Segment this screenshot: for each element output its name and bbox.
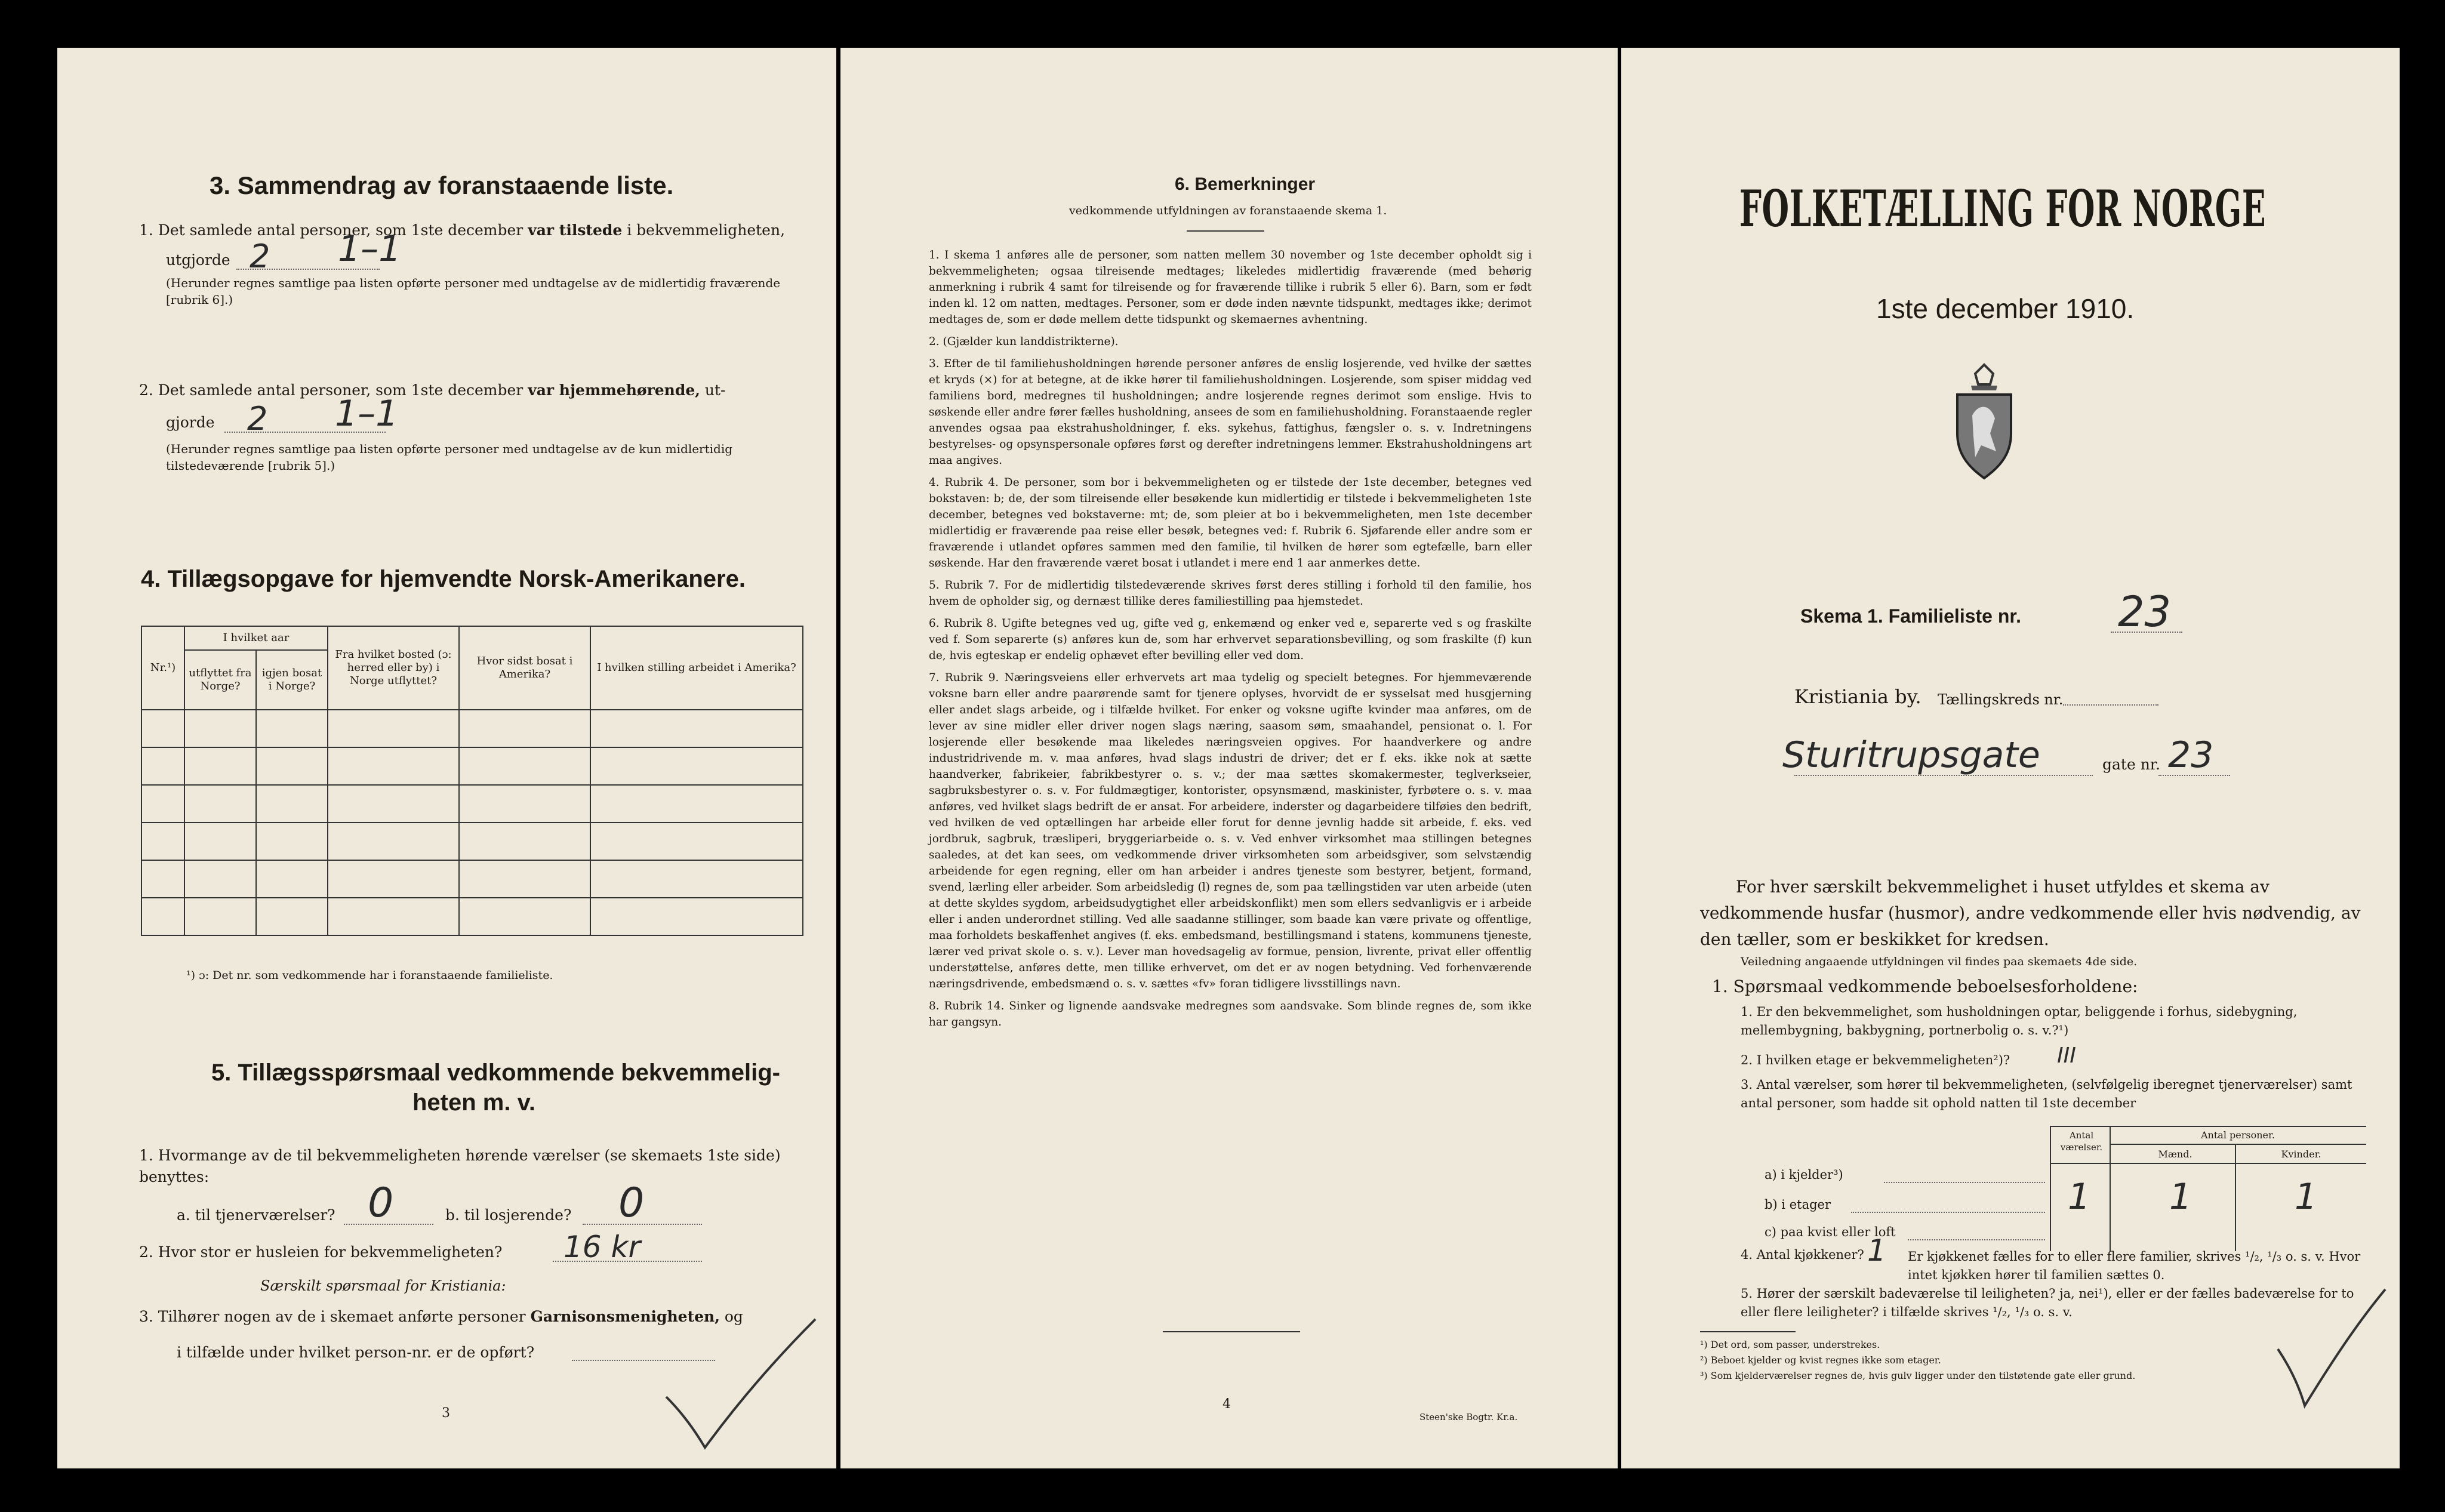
s3-question-2: 2. Det samlede antal personer, som 1ste december var hjemmehørende, ut- [139,381,726,399]
remarks-title: 6. Bemerkninger [1175,174,1316,194]
footnote-2: ²) Beboet kjelder og kvist regnes ikke som etager. [1700,1354,1941,1366]
district-label: Tællingskreds nr. [1938,691,2064,708]
remark-item-4: 4. Rubrik 4. De personer, som bor i bekvemmeligheten og er tilstede der 1ste december, betegnes ved bokstaven: b; de, der som tilreisende eller besøkende kun midlertidig er tilstede i bekvemmeligheten 1ste december, betegnes ved bokstaverne: mt; de, som pleier at bo i bekvemmeligheten, men 1ste december midlertidig er fraværende paa reise eller besøk, betegnes ved: f. Rubrik 6. Sjøfarende eller andre som er fraværende i utlandet opføres sammen med den familie, til hvilken de hører som egtefælle, barn eller søskende. Har den fraværende været bosat i utlandet i mere end 1 aar anmerkes dette. [929,476,1532,569]
s3-q2-label: gjorde [166,414,215,431]
street-nr-value: 23 [2168,734,2214,776]
s3-q2-extra: 1–1 [335,393,399,435]
question-4-value: 1 [1867,1233,1886,1268]
col-position: I hvilken stilling arbeidet i Amerika? [590,626,803,710]
checkmark-stroke [2272,1277,2391,1415]
remark-item-8: 8. Rubrik 14. Sinker og lignende aandsvake medregnes som aandsvake. Som blinde regnes de, som ikke har gangsyn. [929,1000,1532,1028]
question-3: 3. Antal værelser, som hører til bekvemmeligheten, (selvfølgelig iberegnet tjenerværelser) samt antal personer, som hadde sit ophold natten til 1ste december [1741,1077,2352,1110]
s5-q3-line2: i tilfælde under hvilket person-nr. er de opført? [177,1344,535,1361]
table-row [141,823,803,860]
divider [1163,1331,1300,1332]
norsk-amerikanere-table [141,626,803,936]
schema-label: Skema 1. Familieliste nr. [1800,605,2021,627]
remark-item-6: 6. Rubrik 8. Ugifte betegnes ved ug, gifte ved g, enkemænd og enker ved e, separerte ved s og fraskilte ved f. Som separerte (s) anføres kun de, som har erhvervet separationsbevilling, og som fraskilte (f) kun de, hvis egteskap er endelig ophævet efter bevilling eller ved dom. [929,617,1532,662]
col-women: Kvinder. [2281,1148,2321,1160]
main-title: FOLKETÆLLING FOR NORGE [1739,179,2267,238]
col-nr: Nr.¹) [141,626,184,710]
question-2: 2. I hvilken etage er bekvemmeligheten²)? [1741,1053,2010,1067]
footnote-3: ³) Som kjelderværelser regnes de, hvis gulv ligger under den tilstøtende gate eller grund. [1700,1370,2136,1381]
s5-q1-a-label: a. til tjenerværelser? [177,1206,335,1224]
table-row [141,898,803,935]
col-men: Mænd. [2158,1148,2193,1160]
street-value: Sturitrupsgate [1782,734,2040,776]
remarks-subtitle: vedkommende utfyldningen av foranstaaende skema 1. [1069,204,1387,217]
page-middle [840,48,1618,1468]
s3-q1-extra: 1–1 [338,228,402,270]
row-label-attic: c) paa kvist eller loft [1765,1225,1896,1239]
remarks-list [929,247,1532,1036]
question-4-note: Er kjøkkenet fælles for to eller flere familier, skrives ¹/₂, ¹/₃ o. s. v. Hvor intet kjøkken hører til familien sættes 0. [1908,1249,2361,1282]
row-attic-dotline [1908,1239,2045,1240]
printer-mark: Steen'ske Bogtr. Kr.a. [1419,1412,1518,1422]
remark-item-2: 2. (Gjælder kun landdistrikterne). [929,335,1119,348]
page-number-3: 3 [442,1406,450,1421]
section-4-title: 4. Tillægsopgave for hjemvendte Norsk-Amerikanere. [141,566,746,592]
s3-q1-note: (Herunder regnes samtlige paa listen opførte personer med undtagelse av de midlertidig fraværende [rubrik 6].) [166,276,781,307]
col-last: Hvor sidst bosat i Amerika? [459,626,590,710]
table-row [141,785,803,823]
page-number-4: 4 [1222,1397,1231,1412]
rooms-table [2050,1126,2366,1251]
s3-q1-value: 2 [250,238,270,275]
col-persons: Antal personer. [2201,1129,2275,1141]
s4-footnote: ¹) ɔ: Det nr. som vedkommende har i foranstaaende familieliste. [186,969,553,982]
question-2-value: III [2057,1043,2076,1068]
s5-q2-value: 16 kr [563,1230,641,1264]
s3-q1-label: utgjorde [166,251,230,269]
checkmark-stroke [654,1313,821,1451]
table-row [141,860,803,898]
col-rooms: Antal værelser. [2060,1130,2103,1153]
remark-item-1: 1. I skema 1 anføres alle de personer, som natten mellem 30 november og 1ste december opholdt sig i bekvemmeligheten; ogsaa tilreisende medtages; likeledes midlertidig fraværende (med behørig anmerkning i rubrik 4 samt for tilreisende og for fraværende tillike i rubrik 5 eller 6). Barn, som er født inden kl. 12 om natten, medtages. Personer, som er døde inden nævnte tidspunkt, medtages ikke; derimot medtages de, som er døde mellem dette tidspunkt og skemaernes avhentning. [929,249,1532,326]
district-dotline [2063,704,2158,706]
s5-question-3: 3. Tilhører nogen av de i skemaet anførte personer Garnisonsmenigheten, og [139,1308,743,1325]
footnote-1: ¹) Det ord, som passer, understrekes. [1700,1339,1880,1350]
question-1: 1. Er den bekvemmelighet, som husholdningen optar, beliggende i forhus, sidebygning, mellembygning, bakbygning, portnerbolig o. s. v.?¹) [1741,1005,2298,1037]
rooms-b-value: 1 [2068,1176,2091,1218]
col-returned: igjen bosat i Norge? [256,650,328,710]
s3-q2-note: (Herunder regnes samtlige paa listen opførte personer med undtagelse av de kun midlertidig tilstedeværende [rubrik 5].) [166,442,733,473]
table-row [141,747,803,785]
women-b-value: 1 [2295,1176,2318,1218]
coat-of-arms-icon [1948,362,2020,481]
s5-q1-b-value: 0 [618,1180,645,1227]
page-left [57,48,836,1468]
instructions-intro: For hver særskilt bekvemmelighet i huset utfyldes et skema av vedkommende husfar (husmor), andre vedkommende eller hvis nødvendig, av den tæller, som er beskikket for kredsen. [1700,877,2361,949]
row-label-cellar: a) i kjelder³) [1765,1168,1843,1182]
s5-special: Særskilt spørsmaal for Kristiania: [260,1277,506,1294]
remark-item-7: 7. Rubrik 9. Næringsveiens eller erhvervets art maa tydelig og specielt betegnes. For hjemmeværende voksne barn eller andre paarørende samt for tjenere oplyses, hvorvidt de er sysselsat med husgjerning eller andet slags arbeide, og i tilfælde hvilket. For enker og voksne ugifte kvinder maa anføres, om de lever av sine midler eller driver nogen slags næring, saasom søm, smaahandel, pensionat o. l. For losjerende eller besøkende maa likeledes næringsveien opgives. For haandverkere og andre industridrivende m. v. maa anføres, hvad slags industri de driver; det er f. eks. ikke nok at sætte haandverker, fabrikeier, fabrikbestyrer o. s. v.; der maa sættes skomakermester, teglverkseier, sagbruksbestyrer o. s. v. For fuldmægtiger, kontorister, opsynsmænd, maskinister, fyrbøtere o. s. v. maa anføres, ved hvilket slags bedrift de er ansat. For arbeidere, inderster og dagarbeidere tilføies den bedrift, ved hvilken de ved optællingen har arbeide eller forut for denne jevnlig hadde sit arbeide, f. eks. ved jordbruk, sagbruk, træsliperi, bryggeriarbeide o. s. v. Ved enhver virksomhet maa stillingen betegnes saaledes, at det kan sees, om vedkommende driver virksomheten som arbeidsgiver, som selvstændig arbeidende for egen regning, eller om han arbeider i andres tjeneste som bestyrer, betjent, formand, svend, lærling eller arbeider. Som arbeidsledig (l) regnes de, som paa tællingstiden var uten arbeide (uten at dette skyldes sygdom, arbeidsudygtighet eller arbeidskonflikt) men som ellers sedvanligvis er i arbeide eller i anden underordnet stilling. Ved alle saadanne stillinger, som baade kan være private og offentlige, maa forholdets beskaffenhet angives (f. eks. embedsmand, bestillingsmand i statens, kommunens tjeneste, lærer ved privat skole o. s. v.). Lever man hovedsagelig av formue, pension, livrente, privat eller offentlig understøttelse, anføres dette, men tillike erhvervet, om det er av nogen betydning. Ved forhenværende næringsdrivende, embedsmænd o. s. v. sættes «fv» foran tidligere livsstillings navn. [929,672,1532,990]
s5-question-2: 2. Hvor stor er husleien for bekvemmeligheten? [139,1243,503,1261]
remark-item-5: 5. Rubrik 7. For de midlertidig tilstedeværende skrives først deres stilling i forhold til den familie, hos hvem de opholder sig, og dernæst tillike deres familiestilling paa hjemstedet. [929,579,1532,608]
divider [1700,1331,1796,1332]
table-row [141,710,803,747]
questions-title: 1. Spørsmaal vedkommende beboelsesforholdene: [1712,977,2138,996]
section-5-title-line1: 5. Tillægsspørsmaal vedkommende bekvemmelig- [211,1060,780,1086]
s3-q2-value: 2 [247,400,268,438]
remark-item-3: 3. Efter de til familiehusholdningen hørende personer anføres de enslig losjerende, ved hvilke der sættes et kryds (×) for at betegne, at de ikke hører til familiehusholdningen. Losjerende, som spiser middag ved familiens bord, medregnes til husholdningen; andre losjerende regnes derimot som enslige. Hvis to søskende eller andre fører fælles husholdning, ansees de som en familiehusholdning. Foranstaaende regler anvendes ogsaa paa ekstrahusholdninger, f. eks. sykehus, fattighus, fængsler o. s. v. Indretningens bestyrelses- og opsynspersonale opføres først og derefter indretningens lemmer. Ekstrahusholdningens art maa angives. [929,358,1532,467]
row-label-floors: b) i etager [1765,1197,1831,1212]
section-5-title-line2: heten m. v. [412,1089,535,1116]
s5-q1-a-value: 0 [368,1180,394,1227]
row-cellar-dotline [1884,1182,2045,1183]
s3-question-1: 1. Det samlede antal personer, som 1ste december var tilstede i bekvemmeligheten, [139,221,786,239]
guide-note: Veiledning angaaende utfyldningen vil findes paa skemaets 4de side. [1741,955,2138,968]
street-nr-label: gate nr. [2102,756,2160,773]
section-3-title: 3. Sammendrag av foranstaaende liste. [210,171,674,199]
col-group-year: I hvilket aar [184,626,328,650]
row-floors-dotline [1851,1212,2045,1213]
col-emigrated: utflyttet fra Norge? [184,650,256,710]
question-4: 4. Antal kjøkkener? [1741,1248,1864,1262]
city-label: Kristiania by. [1794,685,1921,708]
men-b-value: 1 [2169,1176,2193,1218]
footnotes [1700,1337,2135,1384]
divider [1187,230,1264,232]
question-5: 5. Hører der særskilt badeværelse til leiligheten? ja, nei¹), eller er der fælles badeværelse for to eller flere leiligheter? i tilfælde skrives ¹/₂, ¹/₃ o. s. v. [1741,1286,2354,1319]
street-dotline [1794,775,2093,776]
s5-question-1: 1. Hvormange av de til bekvemmeligheten hørende værelser (se skemaets 1ste side) benyttes: [139,1147,781,1185]
page-right [1621,48,2400,1468]
s5-q1-b-label: b. til losjerende? [445,1206,572,1224]
schema-nr-value: 23 [2118,587,2172,636]
census-date: 1ste december 1910. [1876,293,2135,324]
col-from: Fra hvilket bosted (ɔ: herred eller by) i Norge utflyttet? [328,626,459,710]
